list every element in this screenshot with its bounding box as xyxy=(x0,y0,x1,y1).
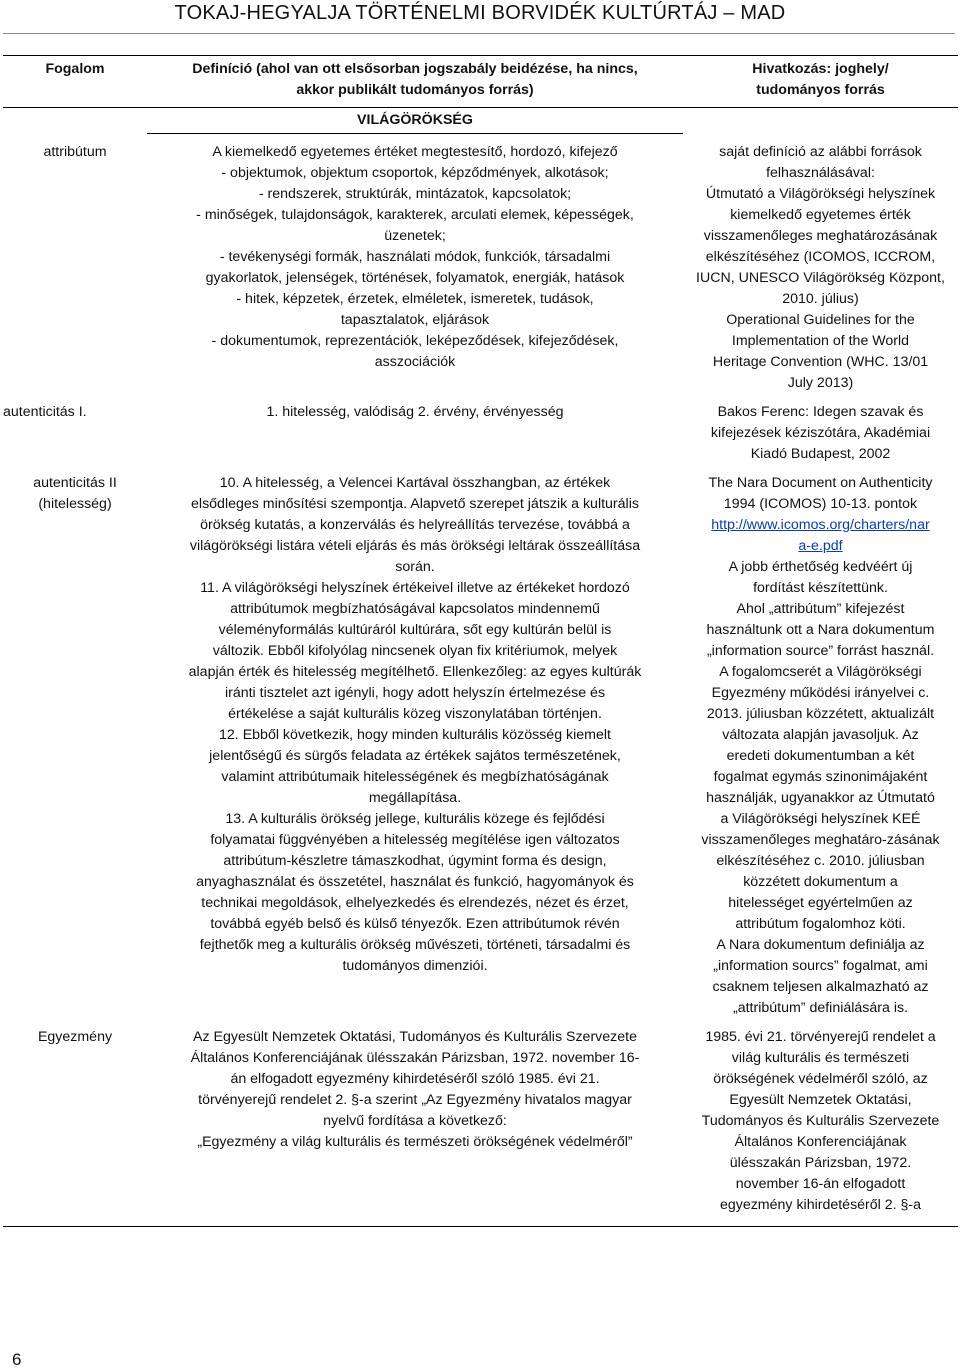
definition-cell: 1. hitelesség, valódiság 2. érvény, érvényesség xyxy=(266,403,564,420)
table-row xyxy=(3,1019,958,1227)
table-row xyxy=(3,394,958,465)
term-cell: autenticitás II (hitelesség) xyxy=(33,474,117,512)
section-title: VILÁGÖRÖKSÉG xyxy=(147,108,683,134)
definition-cell: 10. A hitelesség, a Velencei Kartával összhangban, az értékek elsődleges minősítési szempontja. Alapvető szerepet játszik a kulturális örökség kutatás, a konzerválás és helyreállítás tervezése, továbbá a világörökségi listára vételi eljárás és más örökségi leltárak összeállítása során. 11. A világörökségi helyszínek értékeivel illetve az értékeket hordozó attribútumok megbízhatóságával kapcsolatos mindennemű véleményformálás kultúráról kultúrára, sőt egy kultúrán belül is változik. Ebből kifolyólag nincsenek olyan fix kritériumok, melyek alapján érték és hitelesség megítélhető. Ellenkezőleg: az egyes kultúrák iránti tisztelet azt igényli, hogy adott helyszín értelmezése és értékelése a saját kulturális közeg viszonylatában történjen. 12. Ebből következik, hogy minden kulturális közösség kiemelt jelentőségű és sürgős feladata az értékek sajátos természetének, valamint attribútumaik hitelességének és megbízhatóságának megállapítása. 13. A kulturális örökség jellege, kulturális közege és fejlődési folyamatai függvényében a hitelesség megítélése igen változatos attribútum-készletre támaszkodhat, úgymint forma és design, anyaghasználat és összetétel, használat és funkció, hagyományok és technikai megoldások, elhelyezkedés és elrendezés, nézet és érzet, továbbá egyéb belső és külső tényezők. Ezen attribútumok révén fejthetők meg a kulturális örökség művészeti, történeti, társadalmi és tudományos dimenziói. xyxy=(188,474,642,974)
section-row xyxy=(3,108,958,134)
definition-cell: Az Egyesült Nemzetek Oktatási, Tudományos és Kulturális Szervezete Általános Konferenciájának ülésszakán Párizsban, 1972. november 16- án elfogadott egyezmény kihirdetéséről szóló 1985. évi 21. törvényerejű rendelet 2. §-a szerint „Az Egyezmény hivatalos magyar nyelvű fordítása a következő: „Egyezmény a világ kulturális és természeti örökségének védelméről” xyxy=(147,1019,683,1227)
reference-cell: 1985. évi 21. törvényerejű rendelet a világ kulturális és természeti örökségének védelméről szóló, az Egyesült Nemzetek Oktatási, Tudományos és Kulturális Szervezete Általános Konferenciájának ülésszakán Párizsban, 1972. november 16-án elfogadott egyezmény kihirdetéséről 2. §-a xyxy=(683,1019,958,1227)
header-reference: Hivatkozás: joghely/ tudományos forrás xyxy=(683,56,958,108)
table-row xyxy=(3,134,958,394)
header-definition: Definíció (ahol van ott elsősorban jogszabály beidézése, ha nincs, akkor publikált tudományos forrás) xyxy=(147,56,683,108)
reference-cell: Bakos Ferenc: Idegen szavak és kifejezések kéziszótára, Akadémiai Kiadó Budapest, 2002 xyxy=(710,403,931,462)
definitions-table xyxy=(3,55,958,1227)
page-header: TOKAJ-HEGYALJA TÖRTÉNELMI BORVIDÉK KULTÚRTÁJ – MAD xyxy=(174,2,786,24)
table-row xyxy=(3,465,958,1019)
term-cell: autenticitás I. xyxy=(3,403,87,420)
nara-document-link[interactable]: http://www.icomos.org/charters/nar xyxy=(711,516,930,533)
reference-cell: The Nara Document on Authenticity 1994 (ICOMOS) 10-13. pontok http://www.icomos.org/charters/nar a-e.pdf A jobb érthetőség kedvéért új fordítást készítettünk. Ahol „attribútum” kifejezést használtunk ott a Nara dokumentum „information source” forrást használ. A fogalomcserét a Világörökségi Egyezmény működési irányelvei c. 2013. júliusban közzétett, aktualizált változata alapján javasoljuk. Az eredeti dokumentumban a két fogalmat egymás szinonimájaként használják, ugyanakkor az Útmutató a Világörökségi helyszínek KEÉ visszamenőleges meghatáro-zásának elkészítéséhez c. 2010. júliusban közzétett dokumentum a hitelességet egyértelműen az attribútum fogalomhoz köti. A Nara dokumentum definiálja az „information sourcs” fogalmat, ami csaknem teljesen alkalmazható az „attribútum” definiálására is. xyxy=(701,474,940,1016)
nara-document-link-continued[interactable]: a-e.pdf xyxy=(798,537,843,554)
header-rule xyxy=(3,33,955,34)
term-cell: attribútum xyxy=(43,143,107,160)
term-cell: Egyezmény xyxy=(3,1019,147,1227)
reference-cell: saját definíció az alábbi források felhasználásával: Útmutató a Világörökségi helyszínek kiemelkedő egyetemes érték visszamenőleges meghatározásának elkészítéséhez (ICOMOS, ICCROM, IUCN, UNESCO Világörökség Központ, 2010. július) Operational Guidelines for the Implementation of the World Heritage Convention (WHC. 13/01 July 2013) xyxy=(696,143,945,391)
header-term: Fogalom xyxy=(3,56,147,108)
page-number: 6 xyxy=(12,1350,22,1369)
definition-cell: A kiemelkedő egyetemes értéket megtestesítő, hordozó, kifejező - objektumok, objektum csoportok, képződmények, alkotások; - rendszerek, struktúrák, mintázatok, kapcsolatok; - minőségek, tulajdonságok, karakterek, arculati elemek, képességek, üzenetek; - tevékenységi formák, használati módok, funkciók, társadalmi gyakorlatok, jelenségek, történések, folyamatok, energiák, hatások - hitek, képzetek, érzetek, elméletek, ismeretek, tudások, tapasztalatok, eljárások - dokumentumok, reprezentációk, leképeződések, kifejeződések, asszociációk xyxy=(196,144,634,370)
table-header-row xyxy=(3,56,958,108)
